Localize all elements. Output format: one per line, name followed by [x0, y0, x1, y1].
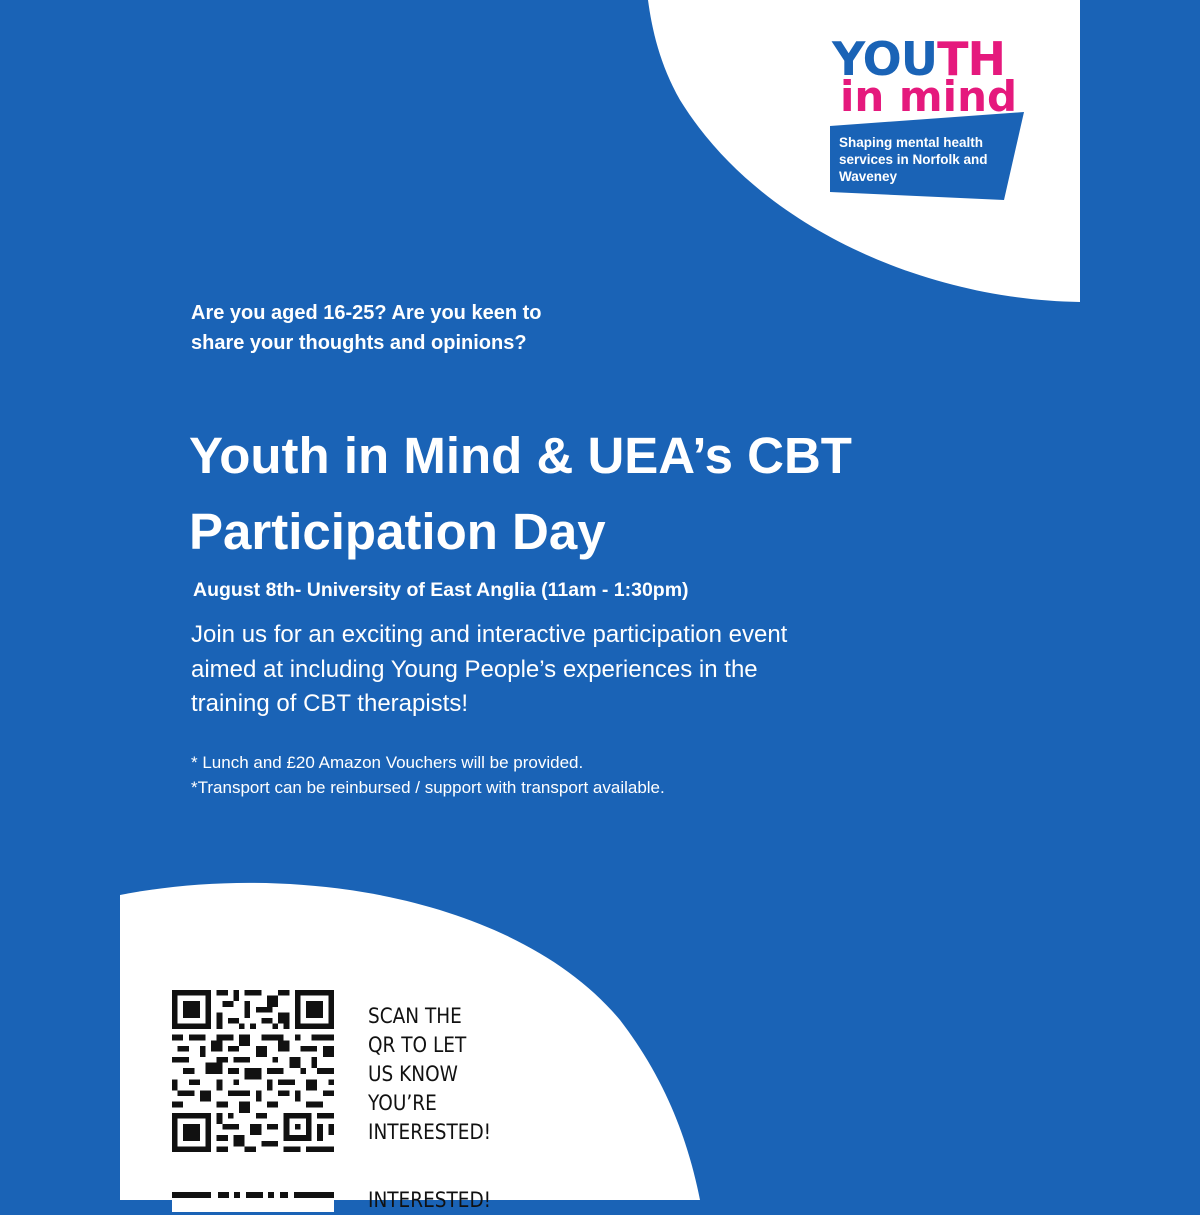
description-line-1: Join us for an exciting and interactive participation event	[191, 621, 788, 648]
event-date-location: August 8th- University of East Anglia (11am - 1:30pm)	[193, 579, 689, 601]
scan-qr-instruction	[368, 1002, 544, 1147]
logo-tagline: Shaping mental health services in Norfolk and Waveney	[839, 135, 988, 184]
event-notes	[191, 750, 831, 800]
scan-cta-line-1: SCAN THE	[368, 1004, 462, 1028]
event-description	[191, 618, 911, 722]
scan-cta-repeat: INTERESTED!	[368, 1188, 492, 1212]
note-transport: *Transport can be reinbursed / support with transport available.	[191, 778, 665, 797]
logo-word-youth: YOUTH	[832, 32, 1006, 86]
event-title-line-2: Participation Day	[189, 503, 606, 560]
note-lunch-vouchers: * Lunch and £20 Amazon Vouchers will be provided.	[191, 753, 584, 772]
event-title	[189, 418, 949, 570]
description-line-2: aimed at including Young People’s experiences in the	[191, 655, 758, 683]
qr-code-icon[interactable]	[172, 990, 334, 1152]
logo-word-in-mind: in mind	[840, 72, 1018, 121]
event-title-line-1: Youth in Mind & UEA’s CBT	[189, 427, 852, 484]
second-qr-code-icon	[172, 1192, 334, 1212]
intro-line-2: share your thoughts and opinions?	[191, 332, 527, 354]
scan-cta-line-3: US KNOW	[368, 1062, 458, 1086]
intro-line-1: Are you aged 16-25? Are you keen to	[191, 302, 542, 324]
scan-cta-line-2: QR TO LET	[368, 1033, 467, 1057]
youth-in-mind-logo	[826, 32, 1036, 206]
intro-question	[191, 298, 621, 358]
description-line-3: training of CBT therapists!	[191, 690, 469, 717]
scan-cta-line-5: INTERESTED!	[368, 1120, 492, 1144]
scan-cta-line-4: YOU’RE	[368, 1091, 437, 1115]
